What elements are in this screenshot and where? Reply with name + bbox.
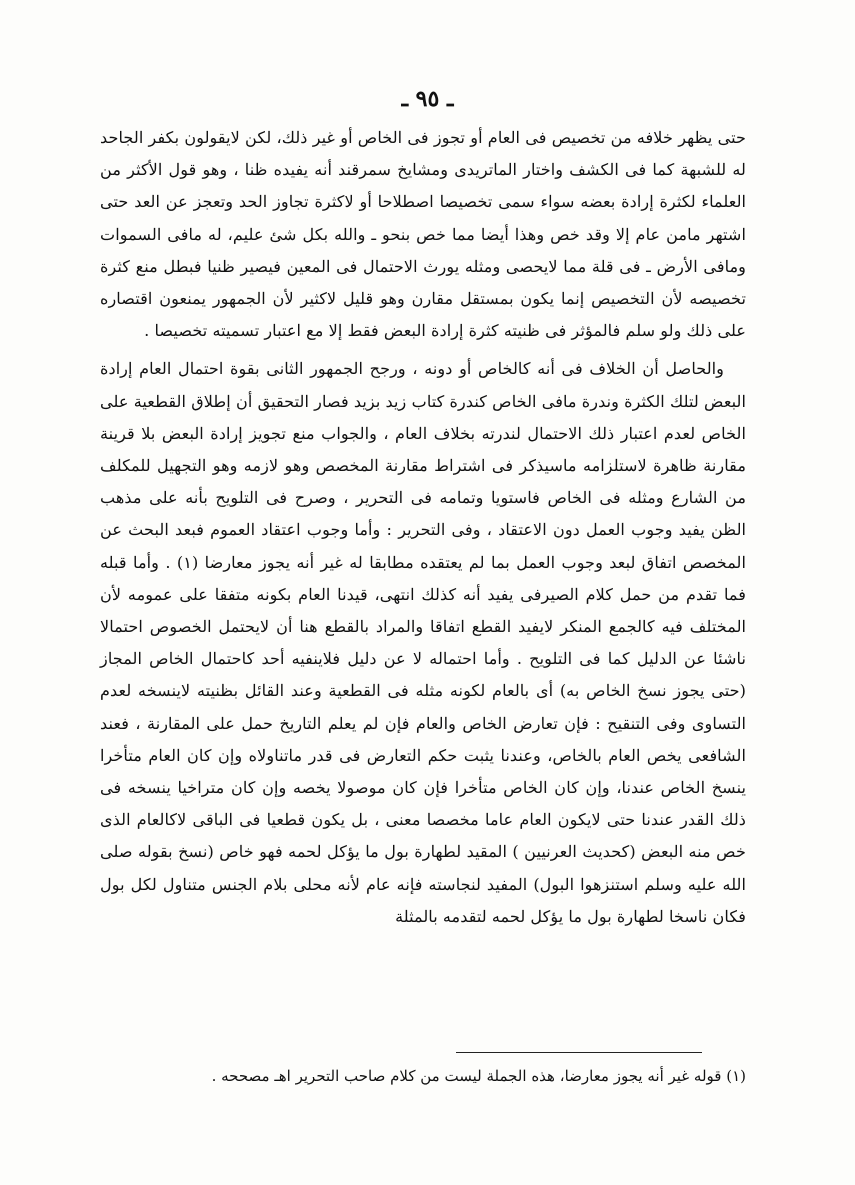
paragraph-2: والحاصل أن الخلاف فى أنه كالخاص أو دونه ، ورجح الجمهور الثانى بقوة احتمال العام إرادة البعض لتلك الكثرة وندرة مافى الخاص كندرة كتاب زيد بزيد فصار التحقيق أن إطلاق القطعية على الخاص لعدم اعتبار ذلك الاحتمال لندرته بخلاف العام ، والجواب منع تجويز إرادة البعض بلا قرينة مقارنة ظاهرة لاستلزامه ماسيذكر فى اشتراط مقارنة المخصص وهو لازمه وهو التجهيل للمكلف من الشارع ومثله فى الخاص فاستويا وتمامه فى التحرير ، وصرح فى التلويح بأنه على مذهب الظن يفيد وجوب العمل دون الاعتقاد ، وفى التحرير : وأما وجوب اعتقاد العموم فبعد البحث عن المخصص اتفاق لبعد وجوب العمل بما لم يعتقده مطابقا له غير أنه يجوز معارضا (١) . وأما قبله فما تقدم من حمل كلام الصيرفى يفيد أنه كذلك انتهى، قيدنا العام بكونه متفقا على عمومه لأن المختلف فيه كالجمع المنكر لايفيد القطع اتفاقا والمراد بالقطع هنا أن لايحتمل الخصوص احتمالا ناشئا عن الدليل كما فى التلويح . وأما احتماله لا عن دليل فلاينفيه أحد كاحتمال الخاص المجاز (حتى يجوز نسخ الخاص به) أى بالعام لكونه مثله فى القطعية وعند القائل بظنيته لاينسخه لعدم التساوى وفى التنقيح : فإن تعارض الخاص والعام فإن لم يعلم التاريخ حمل على المقارنة ، فعند الشافعى يخص العام بالخاص، وعندنا يثبت حكم التعارض فى قدر ماتناولاه وإن كان العام متأخرا ينسخ الخاص عندنا، وإن كان الخاص متأخرا فإن كان موصولا يخصه وإن كان متراخيا ينسخه فى ذلك القدر عندنا حتى لايكون العام عاما مخصصا معنى ، بل يكون قطعيا فى الباقى لاكالعام الذى خص منه البعض (كحديث العرنيين ) المقيد لطهارة بول ما يؤكل لحمه فهو خاص (نسخ بقوله صلى الله عليه وسلم استنزهوا البول) المفيد لنجاسته فإنه عام لأنه محلى بلام الجنس متناول لكل بول فكان ناسخا لطهارة بول ما يؤكل لحمه لتقدمه بالمثلة — [100, 359, 746, 926]
footnote-separator — [456, 1052, 702, 1053]
page-number: ـ ٩٥ ـ — [401, 86, 454, 112]
footnote: (١) قوله غير أنه يجوز معارضا، هذه الجملة ليست من كلام صاحب التحرير اهـ مصححه . — [211, 1067, 746, 1085]
body-text — [100, 122, 746, 933]
paragraph-1: حتى يظهر خلافه من تخصيص فى العام أو تجوز فى الخاص أو غير ذلك، لكن لايقولون بكفر الجاحد له للشبهة كما فى الكشف واختار الماتريدى ومشايخ سمرقند أنه يفيده ظنا ، وهو قول الأكثر من العلماء لكثرة إرادة بعضه سواء سمى تخصيصا اصطلاحا أو لاكثرة تجاوز الحد وتعجز عن العد حتى اشتهر مامن عام إلا وقد خص وهذا أيضا مما خص بنحو ـ والله بكل شئ عليم، له مافى السموات ومافى الأرض ـ فى قلة مما لايحصى ومثله يورث الاحتمال فى المعين فيصير ظنيا فبطل منع كثرة تخصيصه لأن التخصيص إنما يكون بمستقل مقارن وهو قليل لاكثير لأن الجمهور يمنعون اقتصاره على ذلك ولو سلم فالمؤثر فى ظنيته كثرة إرادة البعض فقط إلا مع اعتبار تسميته تخصيصا . — [100, 128, 746, 341]
